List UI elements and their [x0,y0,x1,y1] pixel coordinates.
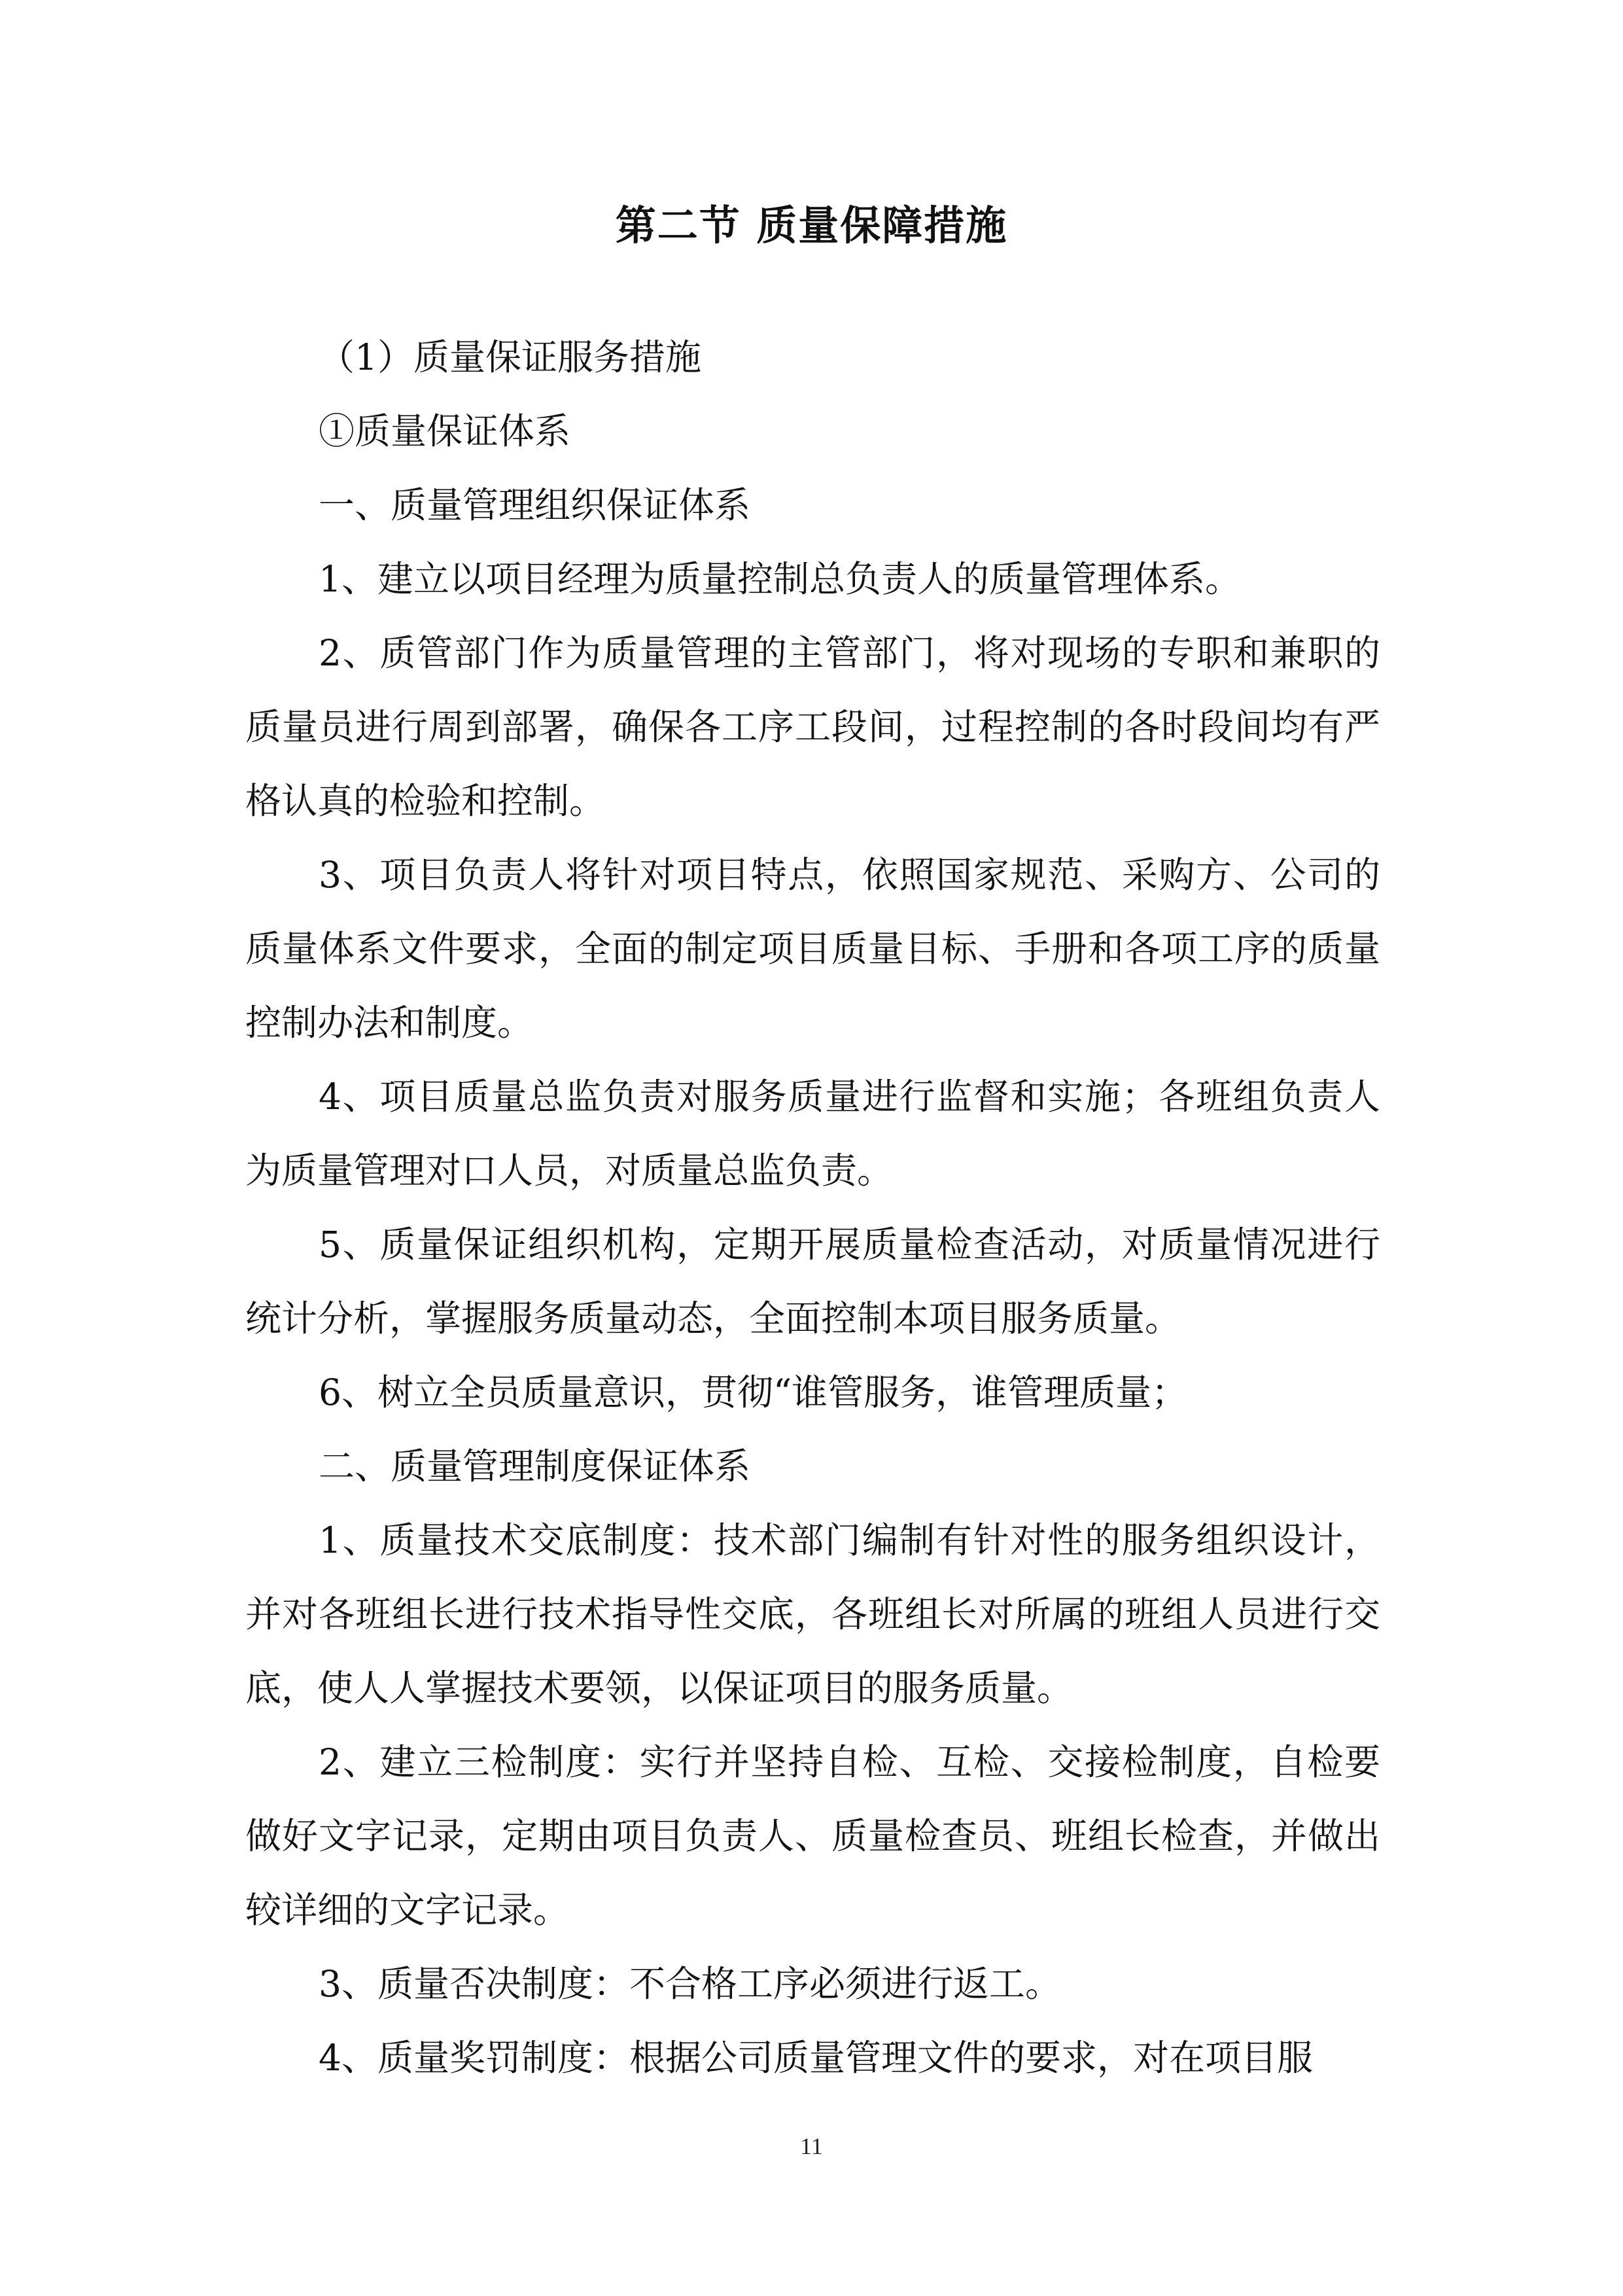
page-number: 11 [800,2133,823,2159]
paragraph-5: 2、质管部门作为质量管理的主管部门，将对现场的专职和兼职的质量员进行周到部署，确保各工序工段间，过程控制的各时段间均有严格认真的检验和控制。 [245,632,1380,822]
paragraph-9: 6、树立全员质量意识，贯彻“谁管服务，谁管理质量； [319,1371,1188,1413]
document-body [245,321,1380,2095]
paragraph-1: （1）质量保证服务措施 [319,336,701,378]
paragraph-12: 2、建立三检制度：实行并坚持自检、互检、交接检制度，自检要做好文字记录，定期由项目负责人、质量检查员、班组长检查，并做出较详细的文字记录。 [245,1741,1380,1931]
paragraph-6: 3、项目负责人将针对项目特点，依照国家规范、采购方、公司的质量体系文件要求，全面的制定项目质量目标、手册和各项工序的质量控制办法和制度。 [245,854,1380,1044]
paragraph-7: 4、项目质量总监负责对服务质量进行监督和实施；各班组负责人为质量管理对口人员，对质量总监负责。 [245,1076,1380,1192]
paragraph-2: ①质量保证体系 [319,410,571,452]
paragraph-10: 二、质量管理制度保证体系 [319,1445,751,1487]
paragraph-13: 3、质量否决制度：不合格工序必须进行返工。 [319,1963,1061,2005]
paragraph-4: 1、建立以项目经理为质量控制总负责人的质量管理体系。 [319,558,1241,600]
section-title: 第二节 质量保障措施 [615,202,1008,249]
paragraph-14: 4、质量奖罚制度：根据公司质量管理文件的要求，对在项目服 [319,2037,1313,2079]
paragraph-11: 1、质量技术交底制度：技术部门编制有针对性的服务组织设计，并对各班组长进行技术指导性交底，各班组长对所属的班组人员进行交底，使人人掌握技术要领，以保证项目的服务质量。 [245,1519,1380,1709]
paragraph-8: 5、质量保证组织机构，定期开展质量检查活动，对质量情况进行统计分析，掌握服务质量动态，全面控制本项目服务质量。 [245,1224,1380,1339]
paragraph-3: 一、质量管理组织保证体系 [319,484,751,526]
